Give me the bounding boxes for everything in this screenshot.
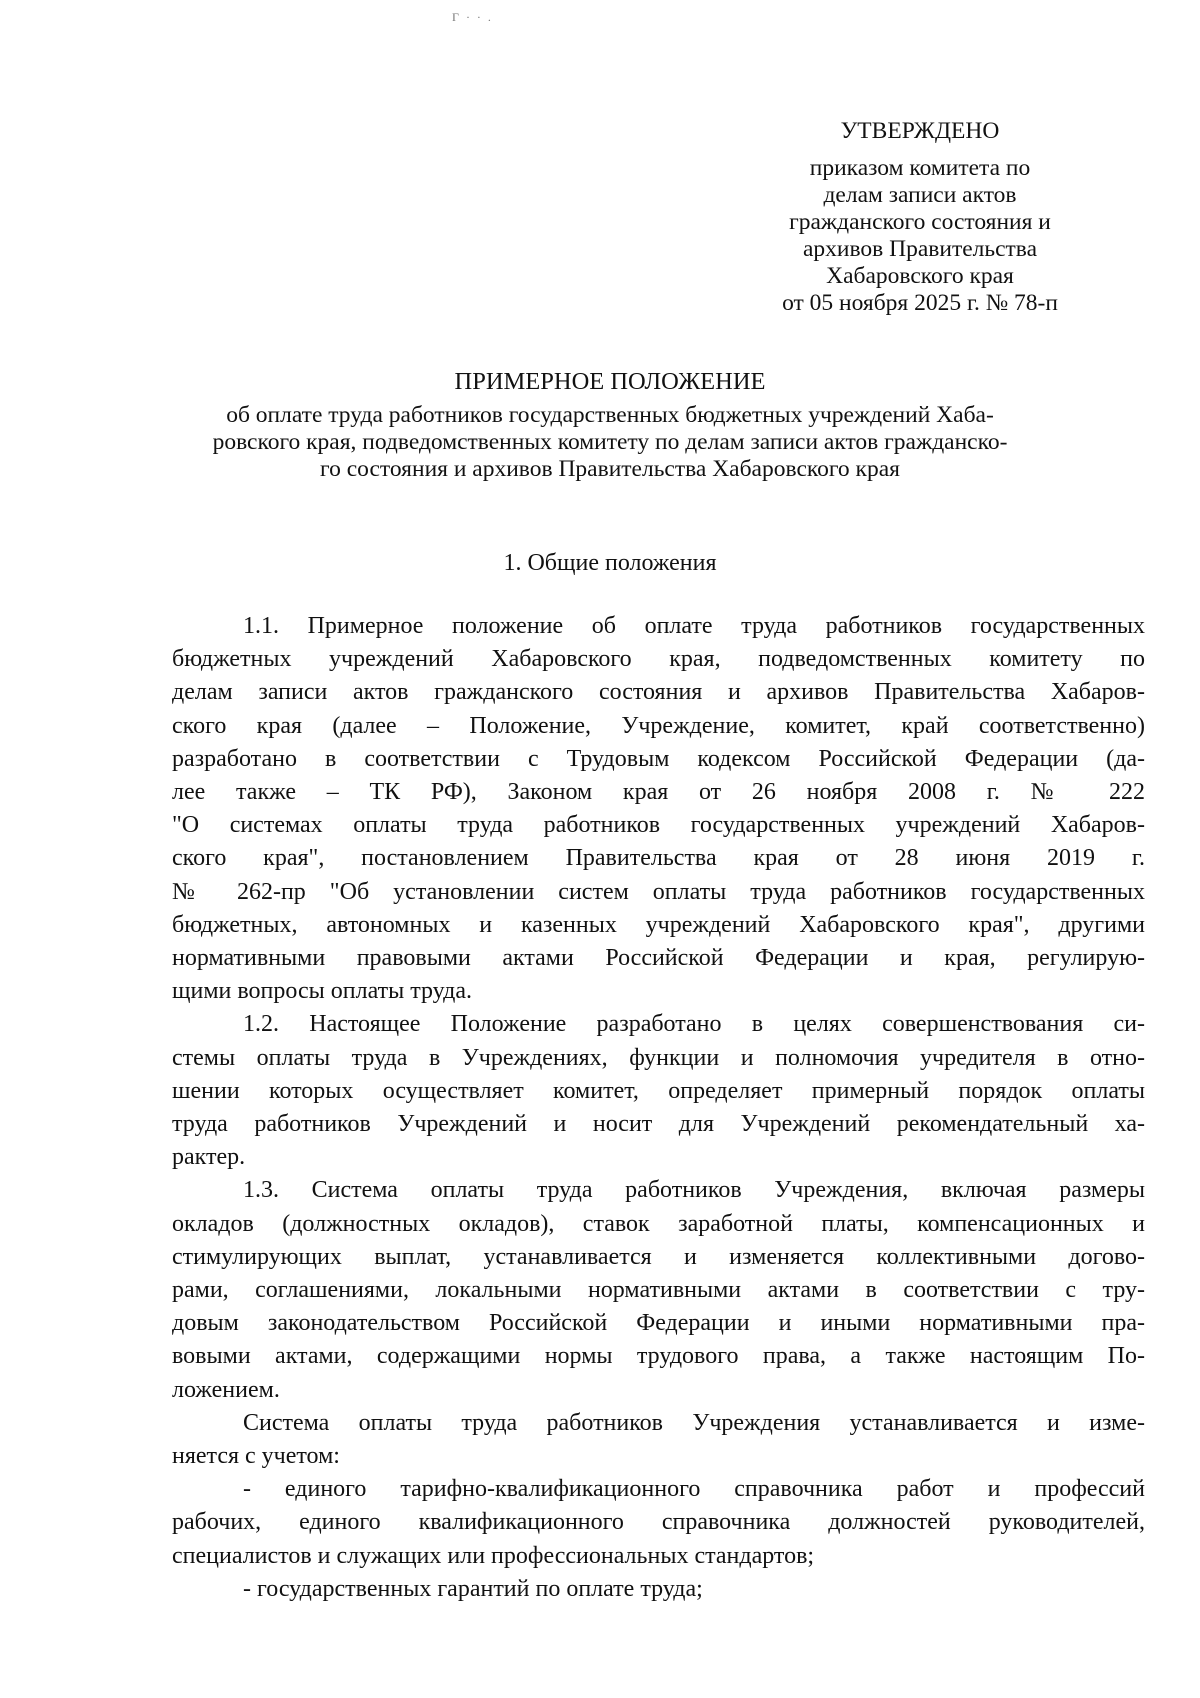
paragraph-line: 1.1. Примерное положение об оплате труда работников государственных xyxy=(243,613,1145,639)
paragraph-line: окладов (должностных окладов), ставок заработной платы, компенсационных и xyxy=(172,1210,1145,1237)
paragraph-line: - единого тарифно-квалификационного справочника работ и профессий xyxy=(243,1476,1145,1503)
paragraph-line: № 262-пр "Об установлении систем оплаты труда работников государственных xyxy=(172,878,1145,905)
paragraph-line: труда работников Учреждений и носит для Учреждений рекомендательный ха- xyxy=(172,1111,1145,1138)
body-paragraph xyxy=(172,610,1145,1008)
paragraph-line: ского края (далее – Положение, Учреждение, комитет, край соответственно) xyxy=(172,712,1145,739)
approval-line: от 05 ноября 2025 г. № 78-п xyxy=(782,290,1058,316)
approval-title: УТВЕРЖДЕНО xyxy=(840,118,1000,144)
paragraph-line: бюджетных, автономных и казенных учреждений Хабаровского края", другими xyxy=(172,911,1145,938)
paragraph-line: вовыми актами, содержащими нормы трудового права, а также настоящим По- xyxy=(172,1343,1145,1370)
paragraph-line: щими вопросы оплаты труда. xyxy=(172,978,473,1005)
body-paragraph xyxy=(172,1174,1145,1406)
approval-line: Хабаровского края xyxy=(826,263,1014,289)
document-body xyxy=(172,610,1145,1606)
body-paragraph xyxy=(172,1473,1145,1573)
approval-line: делам записи актов xyxy=(823,182,1017,208)
paragraph-line: рактер. xyxy=(172,1144,246,1171)
body-paragraph xyxy=(172,1008,1145,1174)
paragraph-line: - государственных гарантий по оплате труда; xyxy=(243,1575,703,1602)
paragraph-line: делам записи актов гражданского состояния и архивов Правительства Хабаров- xyxy=(172,679,1145,706)
subtitle-line: ровского края, подведомственных комитету по делам записи актов гражданско- xyxy=(212,429,1008,455)
body-paragraph xyxy=(172,1407,1145,1473)
document-subtitle xyxy=(170,402,1050,483)
paragraph-line: рабочих, единого квалификационного справочника должностей руководителей, xyxy=(172,1509,1145,1536)
subtitle-line: го состояния и архивов Правительства Хабаровского края xyxy=(320,456,900,482)
paragraph-line: 1.3. Система оплаты труда работников Учреждения, включая размеры xyxy=(243,1177,1145,1204)
paragraph-line: 1.2. Настоящее Положение разработано в целях совершенствования си- xyxy=(243,1011,1145,1038)
body-paragraph xyxy=(172,1573,1145,1606)
paragraph-line: специалистов и служащих или профессиональных стандартов; xyxy=(172,1542,815,1569)
paragraph-line: разработано в соответствии с Трудовым кодексом Российской Федерации (да- xyxy=(172,745,1145,772)
paragraph-line: стимулирующих выплат, устанавливается и изменяется коллективными догово- xyxy=(172,1243,1145,1270)
paragraph-line: рами, соглашениями, локальными нормативными актами в соответствии с тру- xyxy=(172,1277,1145,1304)
paragraph-line: ложением. xyxy=(172,1376,280,1403)
approval-line: архивов Правительства xyxy=(802,236,1038,262)
approval-stamp-block xyxy=(740,118,1100,317)
paragraph-line: шении которых осуществляет комитет, определяет примерный порядок оплаты xyxy=(172,1077,1145,1104)
document-title: ПРИМЕРНОЕ ПОЛОЖЕНИЕ xyxy=(454,368,766,395)
approval-line: гражданского состояния и xyxy=(789,209,1051,235)
paragraph-line: довым законодательством Российской Федерации и иными нормативными пра- xyxy=(172,1310,1145,1337)
paragraph-line: стемы оплаты труда в Учреждениях, функции и полномочия учредителя в отно- xyxy=(172,1044,1145,1071)
paragraph-line: лее также – ТК РФ), Законом края от 26 ноября 2008 г. № 222 xyxy=(172,779,1145,806)
subtitle-line: об оплате труда работников государственных бюджетных учреждений Хаба- xyxy=(226,402,994,428)
paragraph-line: бюджетных учреждений Хабаровского края, подведомственных комитету по xyxy=(172,646,1145,673)
paragraph-line: Система оплаты труда работников Учреждения устанавливается и изме- xyxy=(243,1409,1145,1436)
approval-line: приказом комитета по xyxy=(809,155,1031,181)
section-heading: 1. Общие положения xyxy=(503,550,717,576)
paragraph-line: "О системах оплаты труда работников государственных учреждений Хабаров- xyxy=(172,812,1145,839)
scan-artifact-mark: Г · · . xyxy=(452,10,493,24)
paragraph-line: нормативными правовыми актами Российской Федерации и края, регулирую- xyxy=(172,945,1145,972)
paragraph-line: няется с учетом: xyxy=(172,1443,340,1470)
paragraph-line: ского края", постановлением Правительства края от 28 июня 2019 г. xyxy=(172,845,1145,872)
